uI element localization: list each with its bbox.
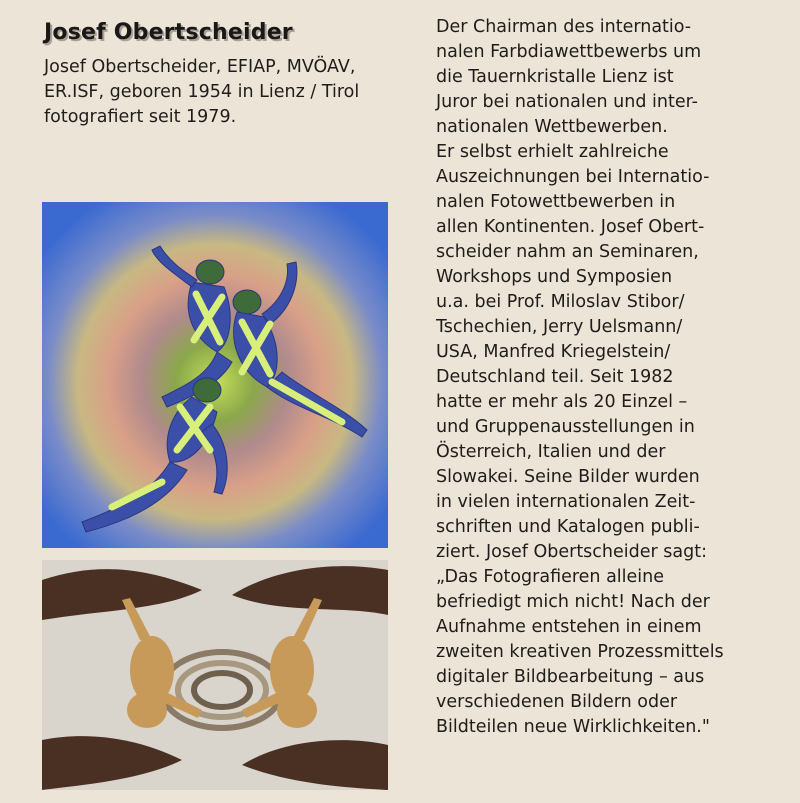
body-text-line: digitaler Bildbearbeitung – aus xyxy=(436,667,705,687)
bio-paragraph: Josef Obertscheider, EFIAP, MVÖAV, ER.ISF, geboren 1954 in Lienz / Tirol fotografiert seit 1979. xyxy=(44,57,360,127)
left-column xyxy=(44,20,394,130)
body-text-line: Auszeichnungen bei Internatio- xyxy=(436,167,710,187)
body-text-line: Slowakei. Seine Bilder wurden xyxy=(436,467,700,487)
body-text-line: u.a. bei Prof. Miloslav Stibor/ xyxy=(436,292,685,312)
body-text-line: USA, Manfred Kriegelstein/ xyxy=(436,342,671,362)
body-text-line: Aufnahme entstehen in einem xyxy=(436,617,702,637)
body-text-line: schriften und Katalogen publi- xyxy=(436,517,700,537)
body-text-column xyxy=(436,15,784,740)
photo-body-paint-graphic xyxy=(42,202,388,548)
body-text-line: scheider nahm an Seminaren, xyxy=(436,242,699,262)
body-text-line: befriedigt mich nicht! Nach der xyxy=(436,592,710,612)
body-text-line: verschiedenen Bildern oder xyxy=(436,692,678,712)
body-text-line: Juror bei nationalen und inter- xyxy=(436,92,698,112)
body-text-line: die Tauernkristalle Lienz ist xyxy=(436,67,674,87)
body-text-line: Workshops und Symposien xyxy=(436,267,673,287)
body-text-line: nationalen Wettbewerben. xyxy=(436,117,668,137)
body-text-line: in vielen internationalen Zeit- xyxy=(436,492,696,512)
body-text-line: hatte er mehr als 20 Einzel – xyxy=(436,392,688,412)
photo-body-paint-figures xyxy=(42,202,388,548)
body-text-line: und Gruppenausstellungen in xyxy=(436,417,695,437)
body-text-line: ziert. Josef Obertscheider sagt: xyxy=(436,542,707,562)
photo-mirrored-graphic xyxy=(42,560,388,790)
body-text-line: Deutschland teil. Seit 1982 xyxy=(436,367,674,387)
body-text-line: Österreich, Italien und der xyxy=(436,442,666,462)
body-text-line: allen Kontinenten. Josef Obert- xyxy=(436,217,705,237)
article-heading: Josef Obertscheider xyxy=(44,20,293,45)
body-text-line: zweiten kreativen Prozessmittels xyxy=(436,642,724,662)
body-text-line: nalen Farbdiawettbewerbs um xyxy=(436,42,702,62)
body-text-line: „Das Fotografieren alleine xyxy=(436,567,665,587)
body-text-line: Bildteilen neue Wirklichkeiten." xyxy=(436,717,710,737)
photo-mirrored-figures xyxy=(42,560,388,790)
body-text-line: nalen Fotowettbewerben in xyxy=(436,192,676,212)
body-text-line: Der Chairman des internatio- xyxy=(436,17,692,37)
body-text-line: Tschechien, Jerry Uelsmann/ xyxy=(436,317,683,337)
body-text-line: Er selbst erhielt zahlreiche xyxy=(436,142,669,162)
